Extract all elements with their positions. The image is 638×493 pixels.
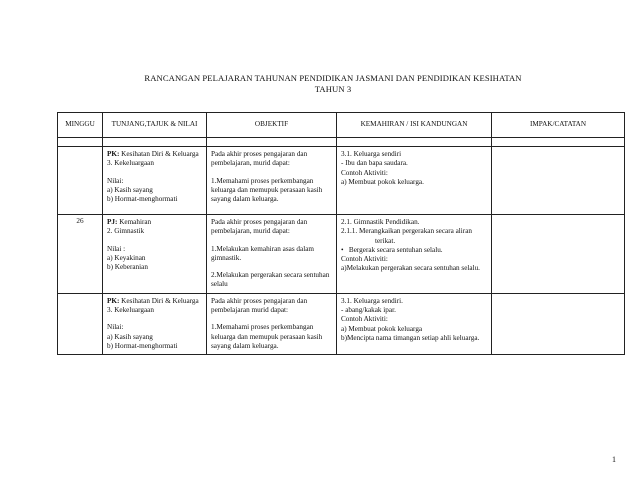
nilai-item: a) Kasih sayang [107, 332, 153, 341]
objektif-cell [207, 147, 337, 215]
table-row [58, 147, 625, 215]
week-cell [58, 293, 103, 354]
impak-cell [492, 147, 625, 215]
header-objektif: OBJEKTIF [207, 113, 337, 138]
skill-item: - Ibu dan bapa saudara. [341, 159, 408, 168]
impak-cell [492, 293, 625, 354]
header-tunjang: TUNJANG,TAJUK & NILAI [103, 113, 207, 138]
kemahiran-cell [337, 215, 492, 294]
objective-intro: Pada akhir proses pengajaran dan pembelajaran, murid dapat: [211, 150, 308, 168]
week-cell [58, 147, 103, 215]
nilai-item: b) Hormat-menghormati [107, 341, 178, 350]
page-number: 1 [612, 455, 616, 464]
bullet-icon: • [341, 245, 349, 254]
topic: 3. Kekeluargaan [107, 159, 154, 168]
objective-intro: Pada akhir proses pengajaran dan pembelajaran murid dapat: [211, 296, 308, 315]
strand-code: PJ: [107, 218, 118, 226]
document-subtitle: TAHUN 3 [314, 84, 352, 94]
strand-code: PK: [107, 150, 120, 158]
tunjang-cell [103, 215, 207, 294]
activity-item: a) Membuat pokok keluarga. [341, 177, 424, 186]
topic: 2. Gimnastik [107, 227, 145, 236]
nilai-label: Nilai: [107, 176, 124, 185]
objective-intro: Pada akhir proses pengajaran dan pembelajaran, murid dapat: [211, 218, 308, 236]
table-header-row [58, 113, 625, 138]
topic: 3. Kekeluargaan [107, 306, 154, 315]
header-kemahiran: KEMAHIRAN / ISI KANDUNGAN [337, 113, 492, 138]
skill-bullet [341, 246, 487, 255]
lesson-plan-table [57, 112, 625, 355]
kemahiran-cell [337, 293, 492, 354]
table-row [58, 293, 625, 354]
strand-title: Kemahiran [117, 218, 152, 226]
objective-item: 1.Melakukan kemahiran asas dalam gimnastik. [211, 244, 314, 262]
objektif-cell [207, 215, 337, 294]
activity-label: Contoh Aktiviti: [341, 168, 388, 177]
impak-cell [492, 215, 625, 294]
activity-item: a)Melakukan pergerakan secara sentuhan selalu. [341, 264, 480, 273]
nilai-item: b) Hormat-menghormati [107, 195, 178, 204]
tunjang-cell [103, 147, 207, 215]
strand-title: Kesihatan Diri & Keluarga [119, 150, 199, 158]
week-cell: 26 [58, 215, 103, 294]
strand-code: PK: [107, 296, 120, 305]
tunjang-cell [103, 293, 207, 354]
spacer-row [58, 138, 625, 147]
nilai-label: Nilai: [107, 323, 124, 332]
objective-item: 1.Memahami proses perkembangan keluarga dan memupuk perasaan kasih sayang dalam keluarga. [211, 176, 323, 204]
nilai-item: b) Keberanian [107, 263, 148, 272]
nilai-label: Nilai : [107, 244, 126, 253]
document-title: RANCANGAN PELAJARAN TAHUNAN PENDIDIKAN JASMANI DAN PENDIDIKAN KESIHATAN [144, 73, 522, 83]
nilai-item: a) Keyakinan [107, 253, 146, 262]
skill-heading: 2.1. Gimnastik Pendidikan. [341, 218, 420, 226]
objektif-cell [207, 293, 337, 354]
skill-item: - abang/kakak ipar. [341, 306, 396, 315]
objective-item: 1.Memahami proses perkembangan keluarga dan memupuk perasaan kasih sayang dalam keluarga. [211, 323, 323, 350]
skill-heading: 3.1. Keluarga sendiri [341, 150, 402, 158]
table-row [58, 215, 625, 294]
strand-title: Kesihatan Diri & Keluarga [119, 296, 199, 305]
kemahiran-cell [337, 147, 492, 215]
skill-bullet-text: Bergerak secara sentuhan selalu. [348, 245, 443, 254]
activity-item: b)Mencipta nama timangan setiap ahli keluarga. [341, 333, 480, 342]
activity-item: a) Membuat pokok keluarga [341, 324, 423, 333]
header-impak: IMPAK/CATATAN [492, 113, 625, 138]
skill-item: 2.1.1. Merangkaikan pergerakan secara aliran terikat. [341, 227, 472, 245]
activity-label: Contoh Aktiviti: [341, 255, 388, 264]
objective-item: 2.Melakukan pergerakan secara sentuhan selalu [211, 271, 330, 289]
skill-heading: 3.1. Keluarga sendiri. [341, 296, 403, 305]
header-minggu: MINGGU [58, 113, 103, 138]
activity-label: Contoh Aktiviti: [341, 315, 388, 324]
nilai-item: a) Kasih sayang [107, 185, 153, 194]
